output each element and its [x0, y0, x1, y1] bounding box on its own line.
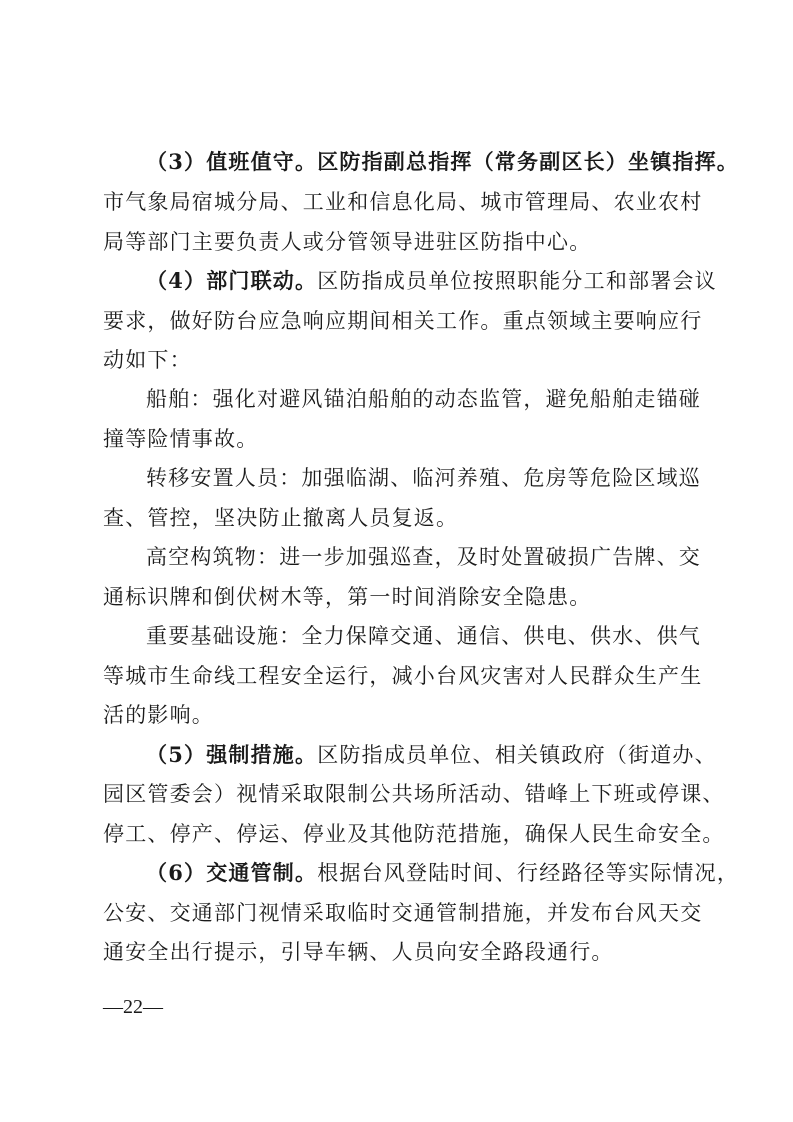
paragraph-6-first-line-rest: 根据台风登陆时间、行经路径等实际情况， — [317, 861, 740, 885]
paragraph-4-first-line-rest: 区防指成员单位按照职能分工和部署会议 — [317, 269, 717, 293]
paragraph-6-line-3: 通安全出行提示，引导车辆、人员向安全路段通行。 — [103, 940, 614, 964]
structures-line-2: 通标识牌和倒伏树木等，第一时间消除安全隐患。 — [103, 585, 592, 609]
paragraph-5-heading: （5）强制措施。 — [146, 742, 318, 767]
paragraph-3-line-2: 市气象局宿城分局、工业和信息化局、城市管理局、农业农村 — [103, 190, 703, 214]
paragraph-5-line-2: 园区管委会）视情采取限制公共场所活动、错峰上下班或停课、 — [103, 782, 725, 806]
paragraph-3-heading: （3）值班值守。区防指副总指挥（常务副区长）坐镇指挥。 — [146, 149, 740, 174]
paragraph-5-line-1 — [146, 741, 717, 769]
infrastructure-line-1: 重要基础设施：全力保障交通、通信、供电、供水、供气 — [146, 624, 701, 648]
paragraph-4-heading: （4）部门联动。 — [146, 268, 318, 293]
paragraph-6-line-1 — [146, 859, 740, 887]
paragraph-4-line-2: 要求，做好防台应急响应期间相关工作。重点领域主要响应行 — [103, 309, 703, 333]
paragraph-4-line-1 — [146, 267, 717, 295]
infrastructure-line-2: 等城市生命线工程安全运行，减小台风灾害对人民群众生产生 — [103, 664, 703, 688]
paragraph-5-first-line-rest: 区防指成员单位、相关镇政府（街道办、 — [317, 743, 717, 767]
paragraph-4-line-3: 动如下： — [103, 348, 192, 372]
ships-line-2: 撞等险情事故。 — [103, 427, 259, 451]
ships-line-1: 船舶：强化对避风锚泊船舶的动态监管，避免船舶走锚碰 — [146, 387, 701, 411]
structures-line-1: 高空构筑物：进一步加强巡查，及时处置破损广告牌、交 — [146, 545, 701, 569]
paragraph-6-heading: （6）交通管制。 — [146, 860, 318, 885]
paragraph-5-line-3: 停工、停产、停运、停业及其他防范措施，确保人民生命安全。 — [103, 822, 725, 846]
infrastructure-line-3: 活的影响。 — [103, 703, 214, 727]
paragraph-6-line-2: 公安、交通部门视情采取临时交通管制措施，并发布台风天交 — [103, 901, 703, 925]
paragraph-3-line-3: 局等部门主要负责人或分管领导进驻区防指中心。 — [103, 230, 592, 254]
page-number: —22— — [103, 996, 163, 1018]
relocation-line-1: 转移安置人员：加强临湖、临河养殖、危房等危险区域巡 — [146, 466, 701, 490]
relocation-line-2: 查、管控，坚决防止撤离人员复返。 — [103, 506, 459, 530]
